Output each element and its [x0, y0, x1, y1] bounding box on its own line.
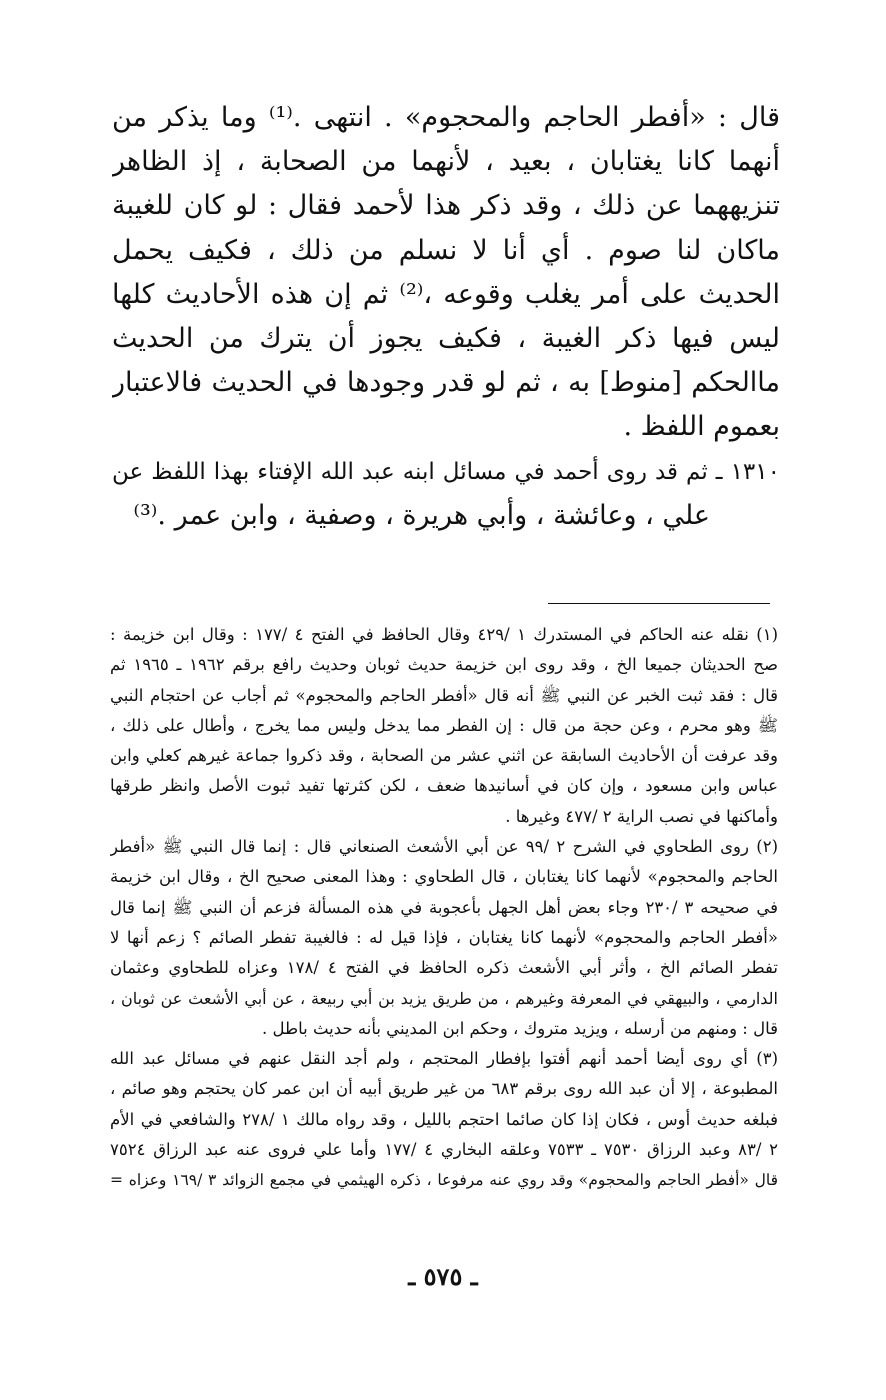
page-number: ـ ٥٧٥ ـ	[408, 1262, 478, 1291]
footnotes	[110, 620, 778, 1196]
main-line: الحديث على أمر يغلب وقوعه ،⁽²⁾ ثم إن هذه الأحاديث كلها	[112, 278, 780, 310]
footnote-line: عباس وابن مسعود ، وإن كان في أسانيدها ضعف ، لكن كثرتها تفيد ثبوت الأصل وانظر طرقها	[110, 776, 778, 796]
main-line: ماكان لنا صوم . أي أنا لا نسلم من ذلك ، فكيف يحمل	[112, 234, 780, 266]
footnote-line: تفطر الصائم الخ ، وأثر أبي الأشعث ذكره الحافظ في الفتح ٤ /١٧٨ وعزاه للطحاوي وعثمان	[110, 958, 778, 978]
footnote-line: فبلغه حديث أوس ، فكان إذا كان صائما احتجم بالليل ، وقد رواه مالك ١ /٢٧٨ والشافعي في الأم	[110, 1109, 778, 1129]
footnote-line: قال : ومنهم من أرسله ، ويزيد متروك ، وحكم ابن المديني بأنه حديث باطل .	[262, 1018, 778, 1038]
main-line-item-1310: ١٣١٠ ـ ثم قد روى أحمد في مسائل ابنه عبد الله الإفتاء بهذا اللفظ عن	[112, 458, 780, 485]
footnote-line: قال : فقد ثبت الخبر عن النبي ﷺ أنه قال «أفطر الحاجم والمحجوم» ثم أجاب عن احتجام النبي	[110, 685, 778, 705]
footnote-line: وقد عرفت أن الأحاديث السابقة عن اثني عشر من الصحابة ، وقد ذكروا جماعة غيرهم كعلي وابن	[110, 746, 778, 766]
footnote-line: (١) نقله عنه الحاكم في المستدرك ١ /٤٢٩ وقال الحافظ في الفتح ٤ /١٧٧ : وقال ابن خزيمة :	[110, 625, 778, 644]
footnote-line: «أفطر الحاجم والمحجوم» لأنهما كانا يغتابان ، فإذا قيل له : فالغيبة تفطر الصائم ؟ زعم أنها لا	[110, 927, 778, 947]
footnote-line: في صحيحه ٣ /٢٣٠ وجاء بعض أهل الجهل بأعجوبة في هذه المسألة فزعم أن النبي ﷺ إنما قال	[110, 897, 778, 917]
main-text	[112, 96, 780, 538]
footnote-line: صح الحديثان جميعا الخ ، وقد روى ابن خزيمة حديث ثوبان وحديث رافع برقم ١٩٦٢ ـ ١٩٦٥ ثم	[110, 655, 778, 675]
main-line: ماالحكم [منوط] به ، ثم لو قدر وجودها في الحديث فالاعتبار	[112, 367, 780, 399]
main-line: تنزيههما عن ذلك ، وقد ذكر هذا لأحمد فقال : لو كان للغيبة	[112, 190, 780, 222]
main-line: بعموم اللفظ .	[623, 411, 780, 443]
main-line: أنهما كانا يغتابان ، بعيد ، لأنهما من الصحابة ، إذ الظاهر	[112, 146, 780, 178]
footnote-line: قال «أفطر الحاجم والمحجوم» وقد روي عنه مرفوعا ، ذكره الهيثمي في مجمع الزوائد ٣ /١٦٩ وعزاه =	[110, 1171, 778, 1190]
footnote-line: الحاجم والمحجوم» لأنهما كانا يغتابان ، قال الطحاوي : وهذا المعنى صحيح الخ ، وقال ابن خزيمة	[110, 867, 778, 887]
footnote-line: الدارمي ، والبيهقي في المعرفة وغيرهم ، من طريق يزيد بن أبي ربيعة ، عن أبي الأشعث عن ثوبان ،	[110, 988, 778, 1008]
main-line: علي ، وعائشة ، وأبي هريرة ، وصفية ، وابن عمر .⁽³⁾	[133, 499, 710, 531]
footnote-line: (٢) روى الطحاوي في الشرح ٢ /٩٩ عن أبي الأشعث الصنعاني قال : إنما قال النبي ﷺ «أفطر	[110, 837, 778, 857]
footnote-line: وأماكنها في نصب الراية ٢ /٤٧٧ وغيرها .	[505, 806, 778, 826]
footnote-line: المطبوعة ، إلا أن عبد الله روى برقم ٦٨٣ من غير طريق أبيه أن ابن عمر كان يحتجم وهو صائم ،	[110, 1079, 778, 1099]
footnote-line: ٢ /٨٣ وعبد الرزاق ٧٥٣٠ ـ ٧٥٣٣ وعلقه البخاري ٤ /١٧٧ وأما علي فروى عنه عبد الرزاق ٧٥٢٤	[110, 1140, 778, 1160]
main-line: ليس فيها ذكر الغيبة ، فكيف يجوز أن يترك من الحديث	[112, 322, 780, 354]
main-line: قال : «أفطر الحاجم والمحجوم» . انتهى .⁽¹⁾ وما يذكر من	[112, 102, 780, 133]
footnote-line: ﷺ وهو محرم ، وعن حجة من قال : إن الفطر مما يدخل وليس مما يخرج ، وأطال على ذلك ،	[110, 715, 778, 735]
footnote-line: (٣) أي روى أيضا أحمد أنهم أفتوا بإفطار المحتجم ، ولم أجد النقل عنهم في مسائل عبد الله	[110, 1049, 778, 1069]
footnote-separator	[548, 603, 770, 604]
